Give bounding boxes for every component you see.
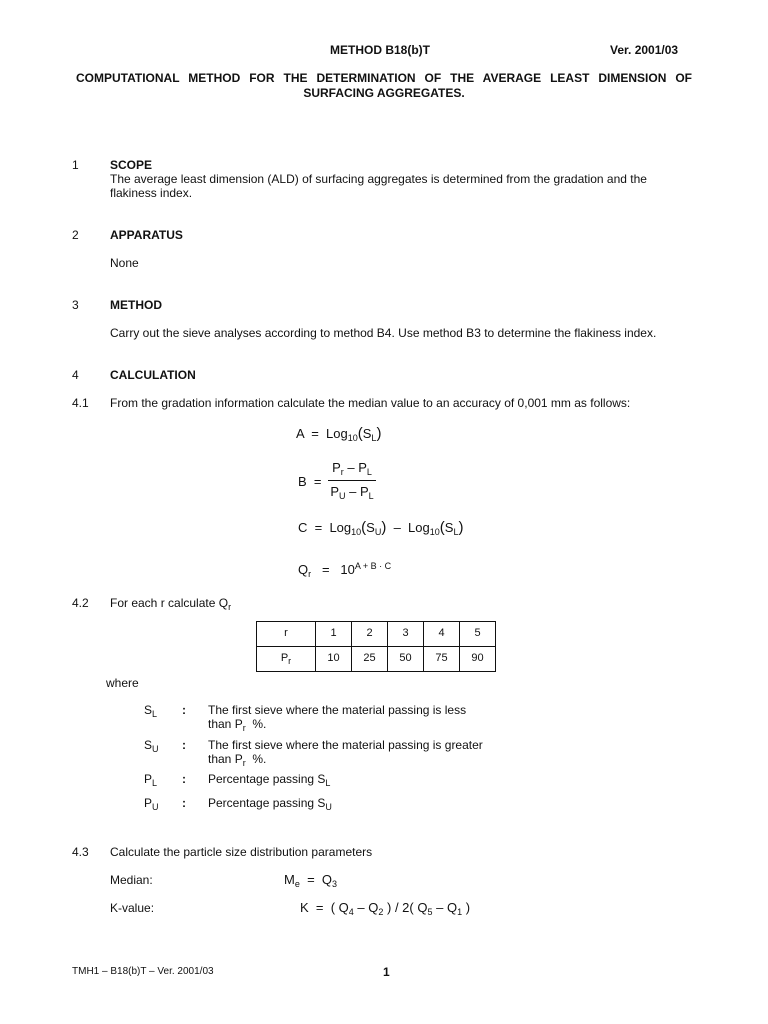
table-cell: 4 (424, 622, 460, 647)
eq-c-base-1: 10 (351, 527, 362, 537)
equation-q (298, 561, 391, 580)
sym-p: P (144, 772, 153, 786)
sym-s: S (144, 703, 153, 717)
subsection-4-2-text (110, 596, 231, 613)
definition-symbol-pu (144, 796, 159, 813)
definition-sub: L (325, 778, 331, 788)
median-rhs: Q (321, 872, 333, 887)
median-formula (284, 872, 337, 890)
sym-sub: L (152, 709, 158, 719)
eq-b-num-minus: – P (343, 460, 367, 475)
median-lhs-sub: e (294, 879, 300, 889)
title-line-2: SURFACING AGGREGATES. (303, 86, 465, 101)
sym-sub: U (152, 744, 159, 754)
method-text: Carry out the sieve analyses according to method B4. Use method B3 to determine the flakiness index. (110, 326, 657, 340)
definition-text-su (208, 738, 508, 769)
scope-text-line-1: The average least dimension (ALD) of surfacing aggregates is determined from the gradation and the (110, 172, 647, 186)
k-part: ) (462, 900, 471, 915)
table-cell: 1 (316, 622, 352, 647)
k-part: – Q (353, 900, 379, 915)
eq-a-subscript: L (371, 433, 377, 443)
definition-fragment: %. (245, 752, 267, 767)
subsection-number-4-2: 4.2 (72, 596, 89, 610)
eq-b-den-p-sub: U (339, 490, 346, 501)
section-number-apparatus: 2 (72, 228, 79, 242)
eq-a-symbol: S (362, 426, 372, 441)
eq-a-equals: = (311, 426, 319, 441)
pr-subscript: r (288, 655, 292, 666)
eq-b-den-p: P (330, 483, 340, 499)
version-label: Ver. 2001/03 (610, 43, 679, 57)
median-equals: = (307, 872, 315, 887)
sym-p: P (144, 796, 153, 810)
definition-fragment: than P (208, 717, 243, 732)
definition-symbol-sl (144, 703, 157, 720)
median-rhs-sub: 3 (332, 879, 338, 889)
eq-c-minus: – (393, 520, 401, 535)
section-number-method: 3 (72, 298, 79, 312)
sym-sub: L (152, 778, 158, 788)
page-number: 1 (383, 965, 390, 979)
title-line-1: COMPUTATIONAL METHOD FOR THE DETERMINATION OF THE AVERAGE LEAST DIMENSION OF (76, 71, 692, 85)
eq-b-num-m-sub: L (366, 467, 372, 477)
eq-c-symbol-1: S (366, 520, 375, 535)
subsection-number-4-3: 4.3 (72, 845, 89, 859)
equation-c: $C = Log_{10}(S_U) - Log_{10}(S_L)$ (298, 519, 464, 537)
k-sub: 5 (427, 907, 433, 917)
eq-q-base: 10 (340, 562, 355, 577)
eq-c-log-1: Log (329, 520, 352, 535)
definition-line: The first sieve where the material passing is less (208, 703, 467, 717)
eq-b-lhs: B (298, 474, 307, 489)
median-lhs: M (284, 872, 295, 887)
fraction-bar (328, 480, 376, 502)
definition-colon: : (182, 738, 186, 752)
eq-b-equals: = (313, 474, 322, 489)
eq-c-lhs: C (298, 520, 308, 535)
eq-c-equals: = (314, 520, 323, 535)
subsection-4-3-text: Calculate the particle size distribution parameters (110, 845, 373, 859)
eq-b-den-minus: – P (345, 483, 369, 499)
k-equals: = (315, 900, 324, 915)
eq-c-log-2: Log (408, 520, 430, 535)
definition-sub: U (325, 802, 332, 812)
eq-q-lhs-sub: r (308, 569, 312, 579)
table-row (257, 622, 496, 647)
definition-symbol-pl (144, 772, 157, 789)
subsection-number-4-1: 4.1 (72, 396, 89, 410)
section-heading-method: METHOD (110, 298, 162, 312)
definition-fragment: than P (208, 752, 243, 767)
definition-symbol-su (144, 738, 159, 755)
method-code: METHOD B18(b)T (330, 43, 430, 57)
k-sub: 4 (348, 907, 354, 917)
eq-a-log-base: 10 (347, 433, 358, 443)
sym-s: S (144, 738, 153, 752)
table-cell: 75 (424, 647, 460, 672)
s42-text: For each r calculate Q (110, 596, 229, 610)
table-cell: 3 (388, 622, 424, 647)
eq-q-lhs: Q (298, 562, 309, 577)
definition-line (208, 752, 508, 769)
k-part: ) / 2( Q (383, 900, 428, 915)
eq-c-sub-2: L (453, 527, 459, 537)
table-header-cell (257, 647, 316, 672)
definition-fragment: Percentage passing S (208, 796, 326, 810)
subsection-4-1-text: From the gradation information calculate the median value to an accuracy of 0,001 mm as follows: (110, 396, 631, 410)
k-sub: 1 (457, 907, 463, 917)
eq-c-sub-1: U (374, 527, 382, 537)
pr-symbol: P (280, 651, 289, 664)
definition-line (208, 717, 508, 734)
eq-b-lhs-group (298, 474, 322, 490)
section-number-calculation: 4 (72, 368, 79, 382)
apparatus-text: None (110, 256, 139, 270)
median-label: Median: (110, 873, 153, 887)
document-title (76, 71, 692, 101)
definition-sub: r (242, 758, 246, 769)
definition-sub: r (242, 723, 246, 734)
definition-text-pu (208, 796, 508, 813)
table-cell: 25 (352, 647, 388, 672)
k-sub: 2 (378, 907, 384, 917)
table-cell: 5 (460, 622, 496, 647)
sym-sub: U (152, 802, 159, 812)
k-lhs: K (300, 900, 309, 915)
definition-fragment: Percentage passing S (208, 772, 326, 786)
k-part: – Q (432, 900, 458, 915)
definition-text-sl (208, 703, 508, 734)
table-cell: 90 (460, 647, 496, 672)
table-row (257, 647, 496, 672)
equation-a: $A = Log_{10}(S_L)$ (296, 425, 382, 443)
eq-c-base-2: 10 (429, 527, 440, 537)
k-part: ( Q (330, 900, 349, 915)
definition-colon: : (182, 772, 186, 786)
k-value-formula (300, 900, 470, 918)
footer-reference: TMH1 – B18(b)T – Ver. 2001/03 (72, 966, 214, 977)
definition-colon: : (182, 703, 186, 717)
eq-b-num-p: P (332, 460, 341, 475)
eq-b-fraction (328, 460, 376, 502)
definition-colon: : (182, 796, 186, 810)
k-value-label: K-value: (110, 901, 155, 915)
table-cell: 50 (388, 647, 424, 672)
table-cell: 10 (316, 647, 352, 672)
percentile-table (256, 621, 496, 672)
eq-q-exponent: A + B · C (354, 561, 392, 571)
section-heading-scope: SCOPE (110, 158, 153, 172)
eq-q-equals: = (321, 562, 330, 577)
eq-b-den-m-sub: L (368, 490, 374, 501)
definition-text-pl (208, 772, 508, 789)
eq-c-symbol-2: S (444, 520, 454, 535)
eq-b-num-p-sub: r (340, 467, 344, 477)
definition-line: The first sieve where the material passing is greater (208, 738, 483, 752)
section-heading-calculation: CALCULATION (110, 368, 196, 382)
section-number-scope: 1 (72, 158, 79, 172)
table-cell: 2 (352, 622, 388, 647)
s42-text-sub: r (228, 602, 232, 612)
table-header-cell: r (257, 622, 316, 647)
eq-b-numerator (328, 460, 376, 480)
eq-a-log: Log (326, 426, 348, 441)
scope-text-line-2: flakiness index. (110, 186, 193, 200)
section-heading-apparatus: APPARATUS (110, 228, 183, 242)
eq-a-lhs: A (296, 426, 304, 441)
where-label: where (106, 676, 139, 690)
definition-fragment: %. (245, 717, 267, 732)
